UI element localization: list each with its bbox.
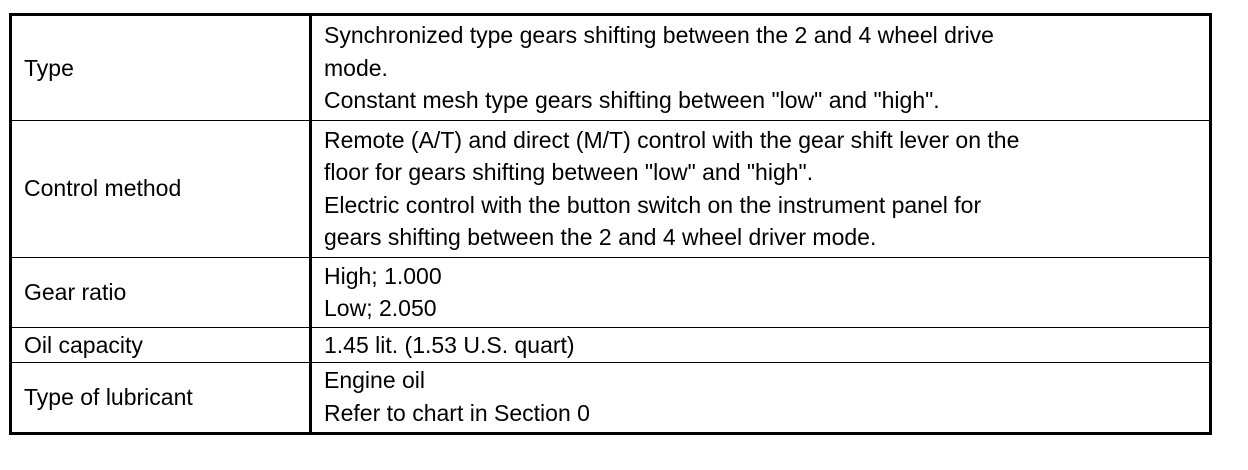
row-label: Gear ratio — [11, 257, 311, 327]
row-label: Type of lubricant — [11, 363, 311, 434]
value-line: High; 1.000 — [324, 262, 442, 289]
table-row-gear-ratio — [11, 257, 1211, 327]
table-row-type — [11, 15, 1211, 121]
table-row-control-method — [11, 120, 1211, 257]
value-line: Engine oil — [324, 367, 426, 393]
value-line: mode. — [324, 54, 388, 81]
value-line: floor for gears shifting between "low" and "high". — [324, 159, 814, 185]
value-line: 1.45 lit. (1.53 U.S. quart) — [324, 331, 575, 358]
row-value — [311, 120, 1211, 257]
row-value — [311, 363, 1211, 434]
value-line: Synchronized type gears shifting between the 2 and 4 wheel drive — [324, 22, 994, 48]
value-line: Low; 2.050 — [324, 295, 437, 321]
row-value — [311, 15, 1211, 121]
row-value — [311, 327, 1211, 363]
spec-table — [9, 13, 1212, 435]
row-value — [311, 257, 1211, 327]
row-label: Type — [11, 15, 311, 121]
value-line: Remote (A/T) and direct (M/T) control with the gear shift lever on the — [324, 126, 1020, 153]
value-line: Electric control with the button switch on the instrument panel for — [324, 191, 982, 218]
table-row-oil-capacity — [11, 327, 1211, 363]
row-label: Control method — [11, 120, 311, 257]
value-line: Constant mesh type gears shifting between "low" and "high". — [324, 87, 940, 113]
row-label: Oil capacity — [11, 327, 311, 363]
value-line: Refer to chart in Section 0 — [324, 399, 590, 426]
value-line: gears shifting between the 2 and 4 wheel driver mode. — [324, 224, 877, 250]
table-row-type-of-lubricant — [11, 363, 1211, 434]
